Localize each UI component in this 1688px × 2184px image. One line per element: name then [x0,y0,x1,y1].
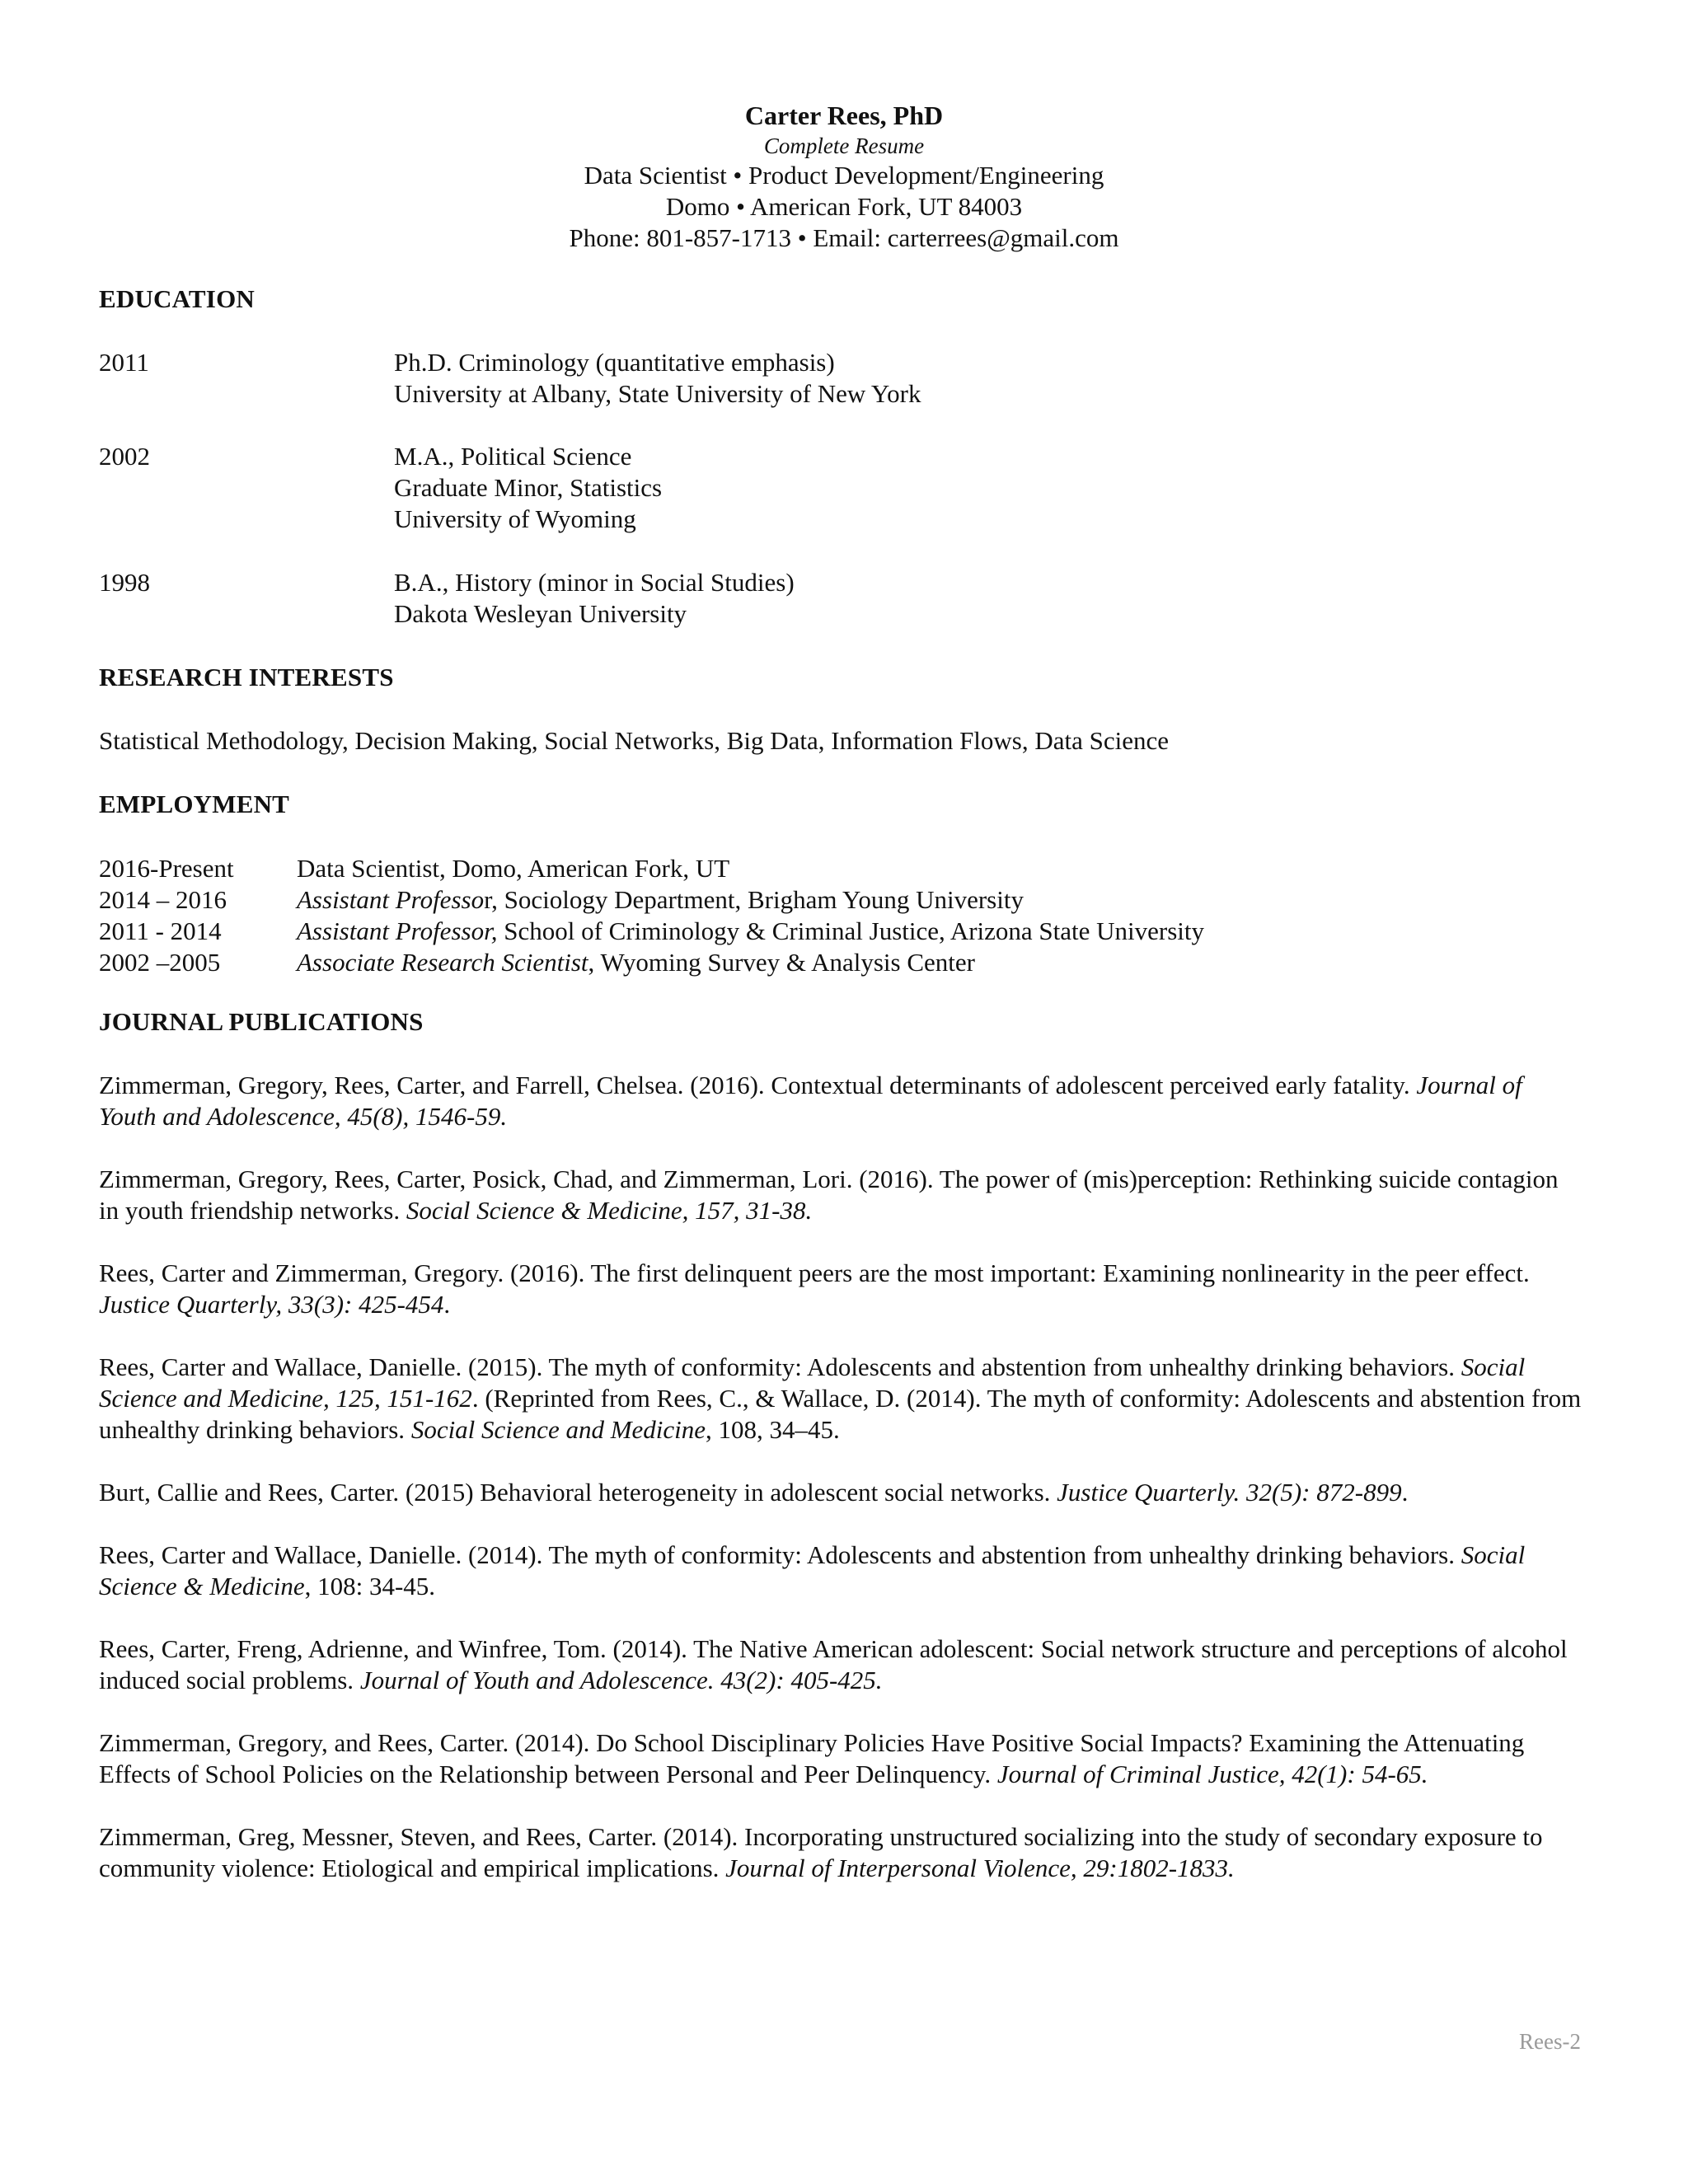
employment-detail: Data Scientist, Domo, American Fork, UT [297,854,730,883]
education-degree: M.A., Political Science [394,442,632,471]
research-interests-text: Statistical Methodology, Decision Making, Social Networks, Big Data, Information Flows, Data Science [99,726,1170,755]
employment-dates: 2011 - 2014 [99,916,222,945]
publication-citation: Zimmerman, Gregory, Rees, Carter, Posick, Chad, and Zimmerman, Lori. (2016). The power of (mis)perception: Rethinking suicide contagion in youth friendship networks. [99,1165,1559,1225]
employment-description [297,916,1204,947]
employment-description [297,853,729,884]
publication-citation: Burt, Callie and Rees, Carter. (2015) Behavioral heterogeneity in adolescent social networks. [99,1478,1057,1507]
publication-reprint-journal: Social Science and Medicine [410,1415,706,1444]
resume-subtitle: Complete Resume [763,134,925,158]
publication-entry [99,1352,1582,1446]
publication-trailing: . [1401,1478,1409,1507]
publication-citation: Zimmerman, Gregory, Rees, Carter, and Farrell, Chelsea. (2016). Contextual determinants of adolescent perceived early fatality. [99,1071,1417,1099]
employment-description [297,947,975,978]
employment-heading: EMPLOYMENT [99,790,290,818]
publication-entry [99,1821,1582,1884]
employment-title: Associate Research Scientist [297,948,588,977]
employment-row [99,853,1599,884]
publications-heading: JOURNAL PUBLICATIONS [99,1007,424,1036]
candidate-name: Carter Rees, PhD [744,101,944,130]
publication-trailing: , 108: 34-45. [304,1572,436,1601]
publication-citation: Rees, Carter and Wallace, Danielle. (2015). The myth of conformity: Adolescents and abstention from unhealthy drinking behaviors. [99,1352,1461,1381]
publication-entry [99,1070,1582,1132]
contact-info: Phone: 801-857-1713 • Email: carterrees@gmail.com [569,223,1119,252]
employment-title: Assistant Professo [297,885,485,914]
publication-journal: Social Science & Medicine, 157, 31-38. [406,1196,813,1225]
employment-row [99,916,1599,947]
current-location: Domo • American Fork, UT 84003 [665,192,1023,221]
employment-description [297,884,1024,916]
education-school: University at Albany, State University of New York [394,379,921,408]
employment-detail: r, Sociology Department, Brigham Young University [484,885,1024,914]
employment-list [99,853,1599,978]
research-interests-heading: RESEARCH INTERESTS [99,663,394,691]
publication-journal: Journal of Youth and Adolescence, 45(8), 1546-59. [99,1071,1522,1131]
publication-journal: Justice Quarterly, 33(3): 425-454 [99,1290,444,1319]
publication-citation: Zimmerman, Gregory, and Rees, Carter. (2014). Do School Disciplinary Policies Have Positive Social Impacts? Examining the Attenuating Effects of School Policies on the Relationship between Personal and Peer Delinquency. [99,1728,1525,1788]
publication-reprint-note: . (Reprinted from Rees, C., & Wallace, D. (2014). The myth of conformity: Adolescents and abstention from unhealthy drinking behaviors. [99,1384,1582,1444]
employment-dates: 2016-Present [99,854,234,883]
publications-list [99,1070,1582,1915]
page-number: Rees-2 [1519,2029,1581,2054]
publication-entry [99,1540,1582,1602]
publication-journal: Journal of Criminal Justice, 42(1): 54-65. [996,1760,1428,1788]
education-minor: Graduate Minor, Statistics [394,473,663,502]
education-year: 2002 [99,442,150,471]
publication-journal: Social Science and Medicine, 125, 151-162 [99,1352,1526,1413]
education-year: 1998 [99,568,150,597]
publication-trailing: . [443,1290,451,1319]
publication-citation: Zimmerman, Greg, Messner, Steven, and Rees, Carter. (2014). Incorporating unstructured socializing into the study of secondary exposure to community violence: Etiological and empirical implications. [99,1822,1543,1882]
resume-header [0,99,1688,254]
employment-detail: , Wyoming Survey & Analysis Center [588,948,975,977]
publication-journal: Social Science & Medicine [99,1540,1526,1601]
publication-citation: Rees, Carter and Wallace, Danielle. (2014). The myth of conformity: Adolescents and abstention from unhealthy drinking behaviors. [99,1540,1461,1569]
current-role: Data Scientist • Product Development/Engineering [584,161,1104,190]
publication-entry [99,1727,1582,1790]
employment-row [99,884,1599,916]
employment-row [99,947,1599,978]
employment-detail: School of Criminology & Criminal Justice, Arizona State University [497,916,1205,945]
publication-entry [99,1258,1582,1320]
education-degree: Ph.D. Criminology (quantitative emphasis) [394,348,835,377]
publication-entry [99,1164,1582,1226]
publication-reprint-tail: , 108, 34–45. [706,1415,840,1444]
education-year: 2011 [99,348,149,377]
education-degree: B.A., History (minor in Social Studies) [394,568,795,597]
publication-citation: Rees, Carter, Freng, Adrienne, and Winfree, Tom. (2014). The Native American adolescent: Social network structure and perceptions of alcohol induced social problems. [99,1634,1568,1694]
publication-entry [99,1477,1582,1508]
publication-journal: Justice Quarterly. 32(5): 872-899 [1057,1478,1402,1507]
publication-citation: Rees, Carter and Zimmerman, Gregory. (2016). The first delinquent peers are the most important: Examining nonlinearity in the peer effect. [99,1258,1530,1287]
education-school: University of Wyoming [394,504,636,533]
publication-journal: Journal of Youth and Adolescence. 43(2): 405-425. [359,1666,883,1694]
education-school: Dakota Wesleyan University [394,599,687,628]
publication-journal: Journal of Interpersonal Violence, 29:1802-1833. [725,1854,1235,1882]
publication-entry [99,1633,1582,1696]
employment-title: Assistant Professor, [297,916,498,945]
employment-dates: 2002 –2005 [99,948,221,977]
education-heading: EDUCATION [99,284,255,313]
employment-dates: 2014 – 2016 [99,885,227,914]
